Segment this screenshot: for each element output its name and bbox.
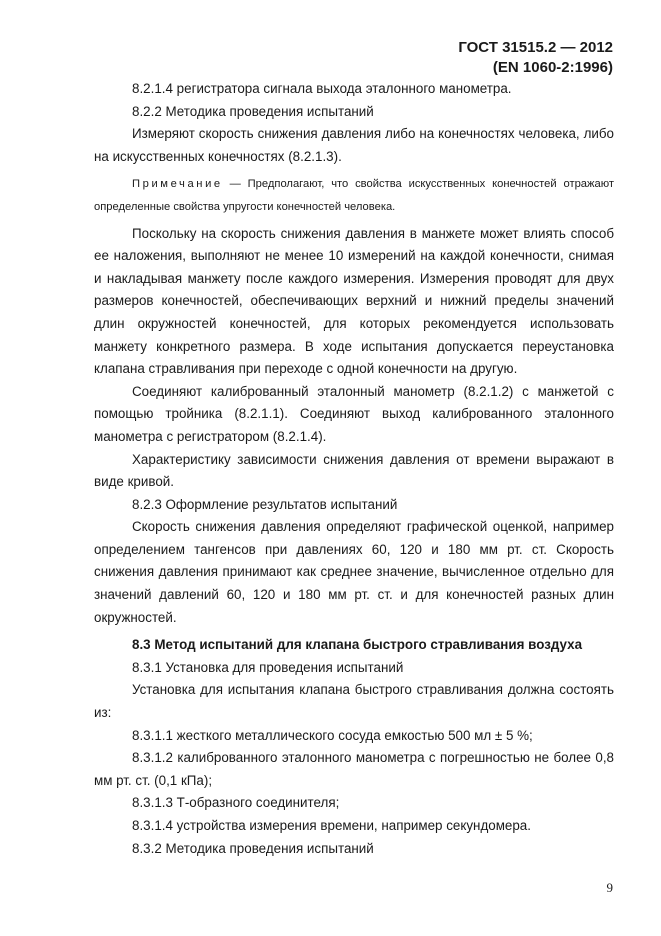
paragraph-measurement-method: Измеряют скорость снижения давления либо на конечностях человека, либо на искусственных конечностях (8.2.1.3). bbox=[94, 126, 614, 164]
document-body bbox=[94, 78, 614, 860]
list-item-8-3-1-2: 8.3.1.2 калиброванного эталонного манометра с погрешностью не более 0,8 мм рт. ст. (0,1 кПа); bbox=[94, 750, 614, 788]
paragraph-8-2-1-4: 8.2.1.4 регистратора сигнала выхода эталонного манометра. bbox=[132, 81, 512, 96]
page-number: 9 bbox=[606, 880, 613, 895]
paragraph-results: Скорость снижения давления определяют графической оценкой, например определением тангенсов при давлениях 60, 120 и 180 мм рт. ст. Скорость снижения давления принимают как среднее значение, вычисленное отдельно для значений давлений 60, 120 и 180 мм рт. ст. и для конечностей разных длин окружностей. bbox=[94, 519, 614, 625]
note-label: Примечание bbox=[132, 178, 223, 191]
standard-designation: ГОСТ 31515.2 — 2012 bbox=[458, 39, 613, 56]
note bbox=[94, 173, 614, 218]
paragraph-connection: Соединяют калиброванный эталонный манометр (8.2.1.2) с манжетой с помощью тройника (8.2.1.1). Соединяют выход калиброванного эталонного манометра с регистратором (8.2.1.4). bbox=[94, 383, 614, 444]
section-heading-8-2-2: 8.2.2 Методика проведения испытаний bbox=[132, 103, 374, 119]
paragraph-cuff-application: Поскольку на скорость снижения давления в манжете может влиять способ ее наложения, выполняют не менее 10 измерений на каждой конечности, снимая и накладывая манжету после каждого измерения. Измерения проводят для двух размеров конечностей, обеспечивающих верхний и нижний пределы значений длин окружностей конечностей, для которых рекомендуется использовать манжету конкретного размера. В ходе испытания допускается переустановка клапана стравливания при переходе с одной конечности на другую. bbox=[94, 225, 614, 377]
note-text: — Предполагают, что свойства искусственных конечностей отражают определенные свойства упругости конечностей человека. bbox=[94, 178, 614, 213]
section-heading-8-3: 8.3 Метод испытаний для клапана быстрого стравливания воздуха bbox=[132, 637, 583, 653]
equivalent-standard: (EN 1060-2:1996) bbox=[492, 59, 613, 76]
list-item-8-3-1-1: 8.3.1.1 жесткого металлического сосуда емкостью 500 мл ± 5 %; bbox=[132, 727, 533, 743]
document-header bbox=[458, 38, 613, 78]
section-heading-8-2-3: 8.2.3 Оформление результатов испытаний bbox=[132, 496, 398, 512]
section-heading-8-3-2: 8.3.2 Методика проведения испытаний bbox=[132, 840, 374, 856]
paragraph-setup: Установка для испытания клапана быстрого стравливания должна состоять из: bbox=[94, 682, 614, 721]
section-heading-8-3-1: 8.3.1 Установка для проведения испытаний bbox=[132, 659, 404, 675]
paragraph-curve: Характеристику зависимости снижения давления от времени выражают в виде кривой. bbox=[94, 451, 614, 490]
list-item-8-3-1-3: 8.3.1.3 Т-образного соединителя; bbox=[132, 795, 340, 811]
list-item-8-3-1-4: 8.3.1.4 устройства измерения времени, например секундомера. bbox=[132, 818, 531, 833]
